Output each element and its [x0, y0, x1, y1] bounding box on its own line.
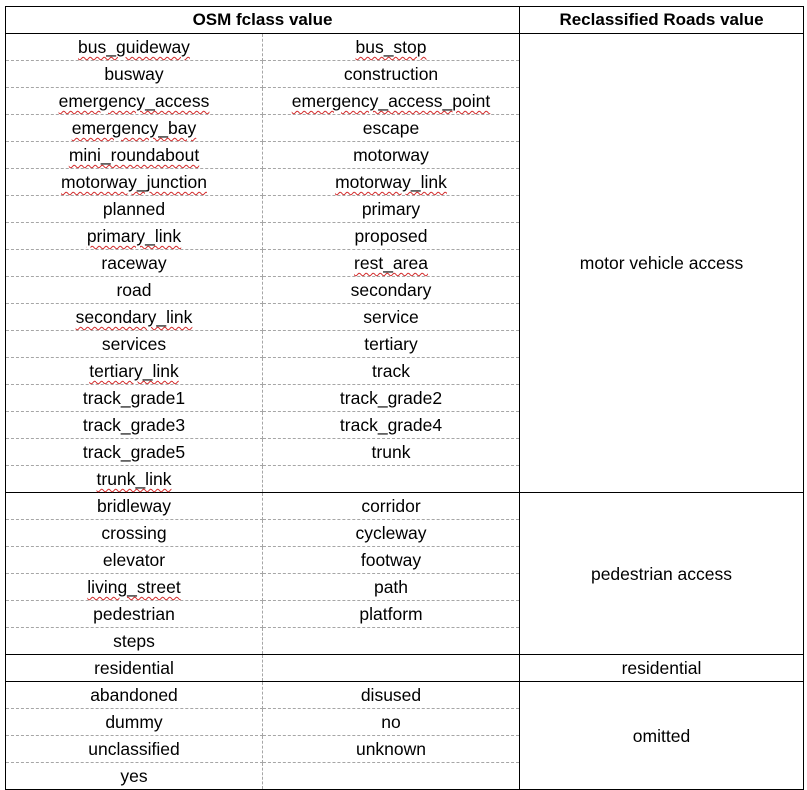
osm-fclass-cell-left: [6, 601, 263, 628]
fclass-value: track: [372, 361, 410, 381]
fclass-value: secondary_link: [75, 307, 193, 327]
fclass-value: motorway_link: [335, 172, 447, 192]
fclass-value: primary_link: [86, 226, 182, 246]
fclass-value: unclassified: [88, 739, 180, 759]
osm-fclass-cell-left: [6, 304, 263, 331]
fclass-value: road: [116, 280, 152, 300]
osm-fclass-cell-right: [263, 115, 520, 142]
osm-fclass-cell-left: [6, 358, 263, 385]
fclass-value: steps: [113, 631, 155, 651]
fclass-value: track_grade5: [82, 442, 186, 462]
osm-fclass-cell-left: [6, 412, 263, 439]
fclass-value: bus_guideway: [78, 37, 190, 57]
osm-fclass-cell-right: [263, 628, 520, 655]
osm-fclass-cell-left: [6, 574, 263, 601]
reclassified-value-cell: pedestrian access: [520, 493, 804, 655]
fclass-value: corridor: [361, 496, 421, 516]
osm-fclass-cell-left: [6, 493, 263, 520]
osm-fclass-cell-left: [6, 655, 263, 682]
osm-fclass-cell-right: [263, 763, 520, 790]
fclass-value: residential: [94, 658, 174, 678]
fclass-value: construction: [343, 64, 439, 84]
reclassified-value-header: Reclassified Roads value: [520, 7, 804, 34]
fclass-value: dummy: [105, 712, 163, 732]
osm-fclass-cell-right: [263, 439, 520, 466]
fclass-value: emergency_bay: [71, 118, 197, 138]
fclass-value: bridleway: [97, 496, 171, 516]
osm-fclass-cell-left: [6, 439, 263, 466]
table-row: [6, 34, 804, 61]
fclass-value: emergency_access_point: [291, 91, 491, 111]
osm-fclass-cell-left: [6, 331, 263, 358]
table-row: [6, 682, 804, 709]
osm-fclass-cell-left: [6, 61, 263, 88]
reclassified-value-cell: motor vehicle access: [520, 34, 804, 493]
osm-fclass-cell-left: [6, 169, 263, 196]
fclass-value: motorway: [353, 145, 429, 165]
fclass-value: cycleway: [355, 523, 427, 543]
osm-fclass-cell-left: [6, 709, 263, 736]
fclass-value: track_grade2: [339, 388, 443, 408]
fclass-value: planned: [102, 199, 166, 219]
osm-fclass-cell-left: [6, 466, 263, 493]
fclass-value: trunk_link: [96, 469, 172, 489]
osm-fclass-cell-left: [6, 196, 263, 223]
osm-fclass-cell-left: [6, 34, 263, 61]
osm-fclass-cell-right: [263, 466, 520, 493]
reclassified-value-cell: residential: [520, 655, 804, 682]
osm-fclass-cell-right: [263, 358, 520, 385]
osm-fclass-cell-left: [6, 385, 263, 412]
osm-fclass-cell-right: [263, 277, 520, 304]
table-row: [6, 655, 804, 682]
fclass-value: rest_area: [354, 253, 428, 273]
fclass-value: services: [101, 334, 167, 354]
fclass-value: bus_stop: [355, 37, 427, 57]
osm-fclass-cell-right: [263, 142, 520, 169]
osm-fclass-cell-right: [263, 196, 520, 223]
osm-fclass-cell-left: [6, 682, 263, 709]
osm-fclass-cell-right: [263, 250, 520, 277]
fclass-value: footway: [360, 550, 422, 570]
osm-fclass-cell-left: [6, 142, 263, 169]
osm-fclass-cell-right: [263, 709, 520, 736]
fclass-value: elevator: [102, 550, 166, 570]
table-row: [6, 493, 804, 520]
osm-fclass-cell-right: [263, 574, 520, 601]
osm-fclass-cell-right: [263, 223, 520, 250]
table-body: [6, 34, 804, 790]
osm-fclass-cell-left: [6, 88, 263, 115]
osm-fclass-cell-left: [6, 250, 263, 277]
header-row: [6, 7, 804, 34]
fclass-value: living_street: [87, 577, 181, 597]
osm-fclass-cell-left: [6, 736, 263, 763]
osm-fclass-cell-right: [263, 547, 520, 574]
fclass-value: primary: [361, 199, 421, 219]
fclass-value: platform: [359, 604, 423, 624]
fclass-value: pedestrian: [93, 604, 175, 624]
osm-fclass-cell-right: [263, 169, 520, 196]
osm-fclass-cell-right: [263, 601, 520, 628]
fclass-value: service: [363, 307, 419, 327]
osm-fclass-cell-right: [263, 412, 520, 439]
osm-fclass-cell-right: [263, 736, 520, 763]
osm-fclass-cell-right: [263, 682, 520, 709]
fclass-value: trunk: [371, 442, 411, 462]
osm-fclass-cell-right: [263, 304, 520, 331]
fclass-value: busway: [104, 64, 164, 84]
fclass-value: secondary: [350, 280, 432, 300]
osm-fclass-cell-left: [6, 520, 263, 547]
reclassified-value-cell: omitted: [520, 682, 804, 790]
reclassification-table: [5, 6, 804, 790]
osm-fclass-cell-right: [263, 520, 520, 547]
osm-fclass-cell-right: [263, 34, 520, 61]
osm-fclass-cell-left: [6, 628, 263, 655]
osm-fclass-cell-left: [6, 763, 263, 790]
osm-fclass-cell-right: [263, 385, 520, 412]
osm-fclass-cell-left: [6, 115, 263, 142]
osm-fclass-cell-left: [6, 277, 263, 304]
osm-fclass-cell-right: [263, 655, 520, 682]
fclass-value: tertiary_link: [89, 361, 179, 381]
fclass-value: disused: [360, 685, 422, 705]
fclass-value: track_grade1: [82, 388, 186, 408]
fclass-value: yes: [120, 766, 148, 786]
fclass-value: track_grade4: [339, 415, 443, 435]
fclass-value: crossing: [101, 523, 167, 543]
osm-fclass-cell-right: [263, 493, 520, 520]
fclass-value: path: [373, 577, 409, 597]
fclass-value: motorway_junction: [61, 172, 207, 192]
fclass-value: no: [381, 712, 401, 732]
osm-fclass-cell-right: [263, 61, 520, 88]
osm-fclass-cell-right: [263, 331, 520, 358]
fclass-value: abandoned: [90, 685, 178, 705]
fclass-value: raceway: [101, 253, 167, 273]
fclass-value: mini_roundabout: [68, 145, 200, 165]
fclass-value: emergency_access: [58, 91, 210, 111]
osm-fclass-header: OSM fclass value: [6, 7, 520, 34]
fclass-value: tertiary: [364, 334, 418, 354]
fclass-value: unknown: [355, 739, 427, 759]
osm-fclass-cell-right: [263, 88, 520, 115]
fclass-value: escape: [362, 118, 420, 138]
osm-fclass-cell-left: [6, 547, 263, 574]
fclass-value: proposed: [354, 226, 428, 246]
osm-fclass-cell-left: [6, 223, 263, 250]
fclass-value: track_grade3: [82, 415, 186, 435]
